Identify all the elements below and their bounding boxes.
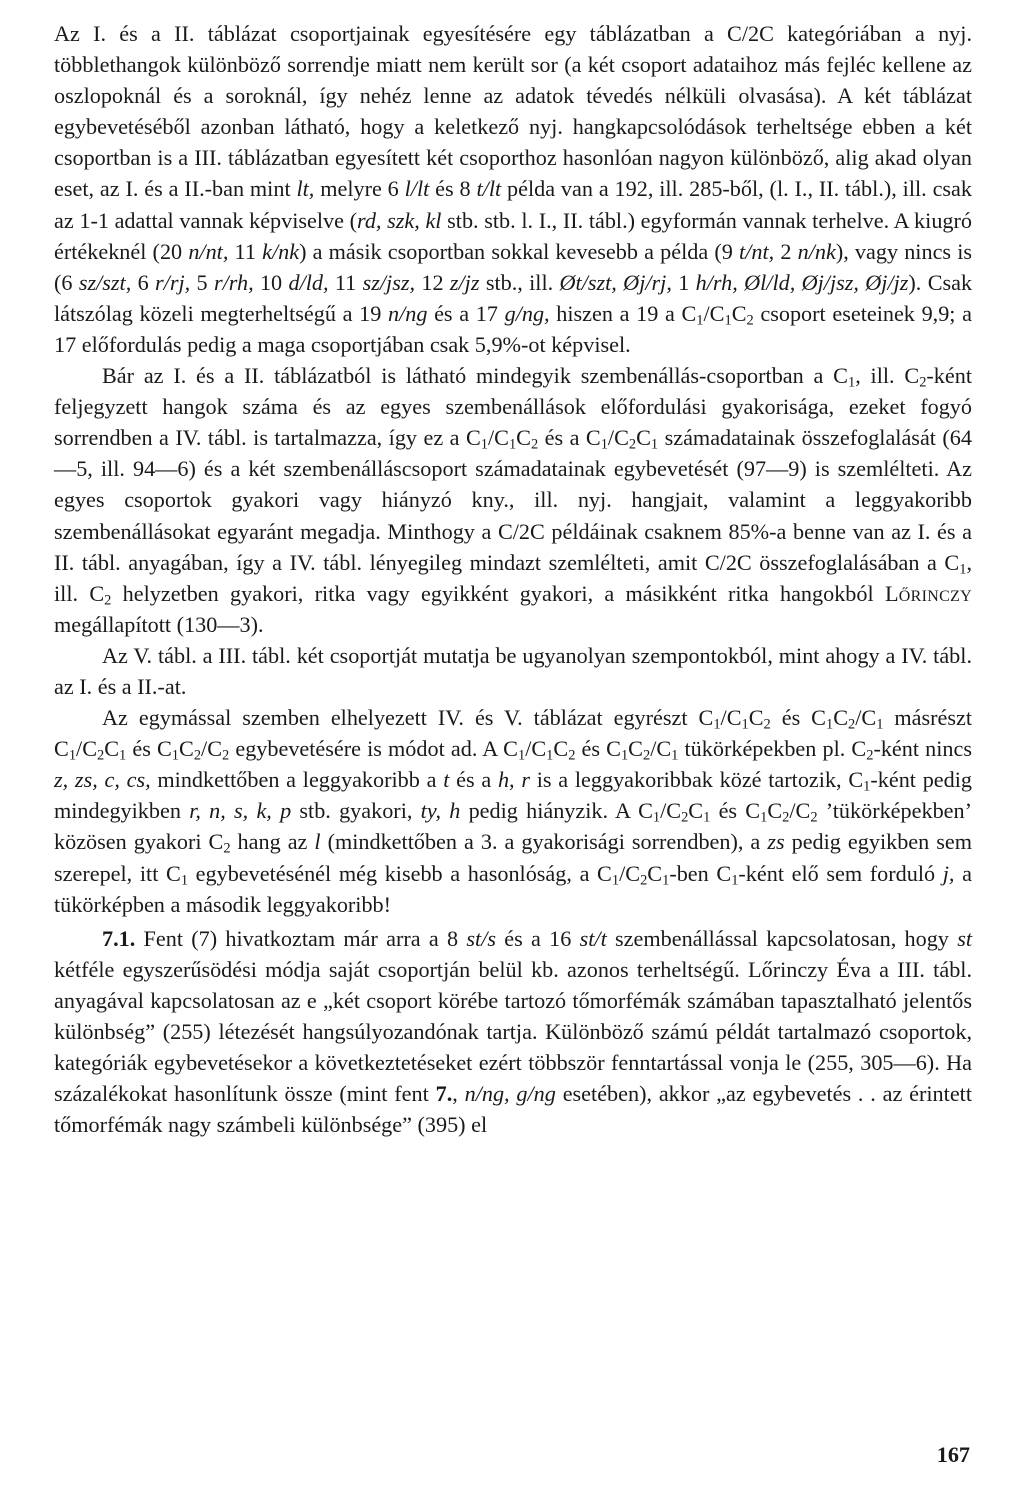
paragraph-1: Az I. és a II. táblázat csoportjainak egyesítésére egy táblázatban a C/2C kategóriában a nyj. többlethangok különböző sorrendje miatt nem került sor (a két csoport adataihoz más fejléc kellene az oszlopoknál és a soroknál, így nehéz lenne az adatok tévedés nélküli olvasása). A két táblázat egybevetéséből azonban látható, hogy a keletkező nyj. hangkapcsolódások terheltsége ebben a két csoportban is a III. táblázatban egyesített két csoporthoz hasonlóan nagyon különböző, alig akad olyan eset, az I. és a II.-ban mint lt, melyre 6 l/lt és 8 t/lt példa van a 192, ill. 285-ből, (l. I., II. tábl.), ill. csak az 1-1 adattal vannak képviselve (rd, szk, kl stb. stb. l. I., II. tábl.) egyformán vannak terhelve. A kiugró értékeknél (20 n/nt, 11 k/nk) a másik csoportban sokkal kevesebb a példa (9 t/nt, 2 n/nk), vagy nincs is (6 sz/szt, 6 r/rj, 5 r/rh, 10 d/ld, 11 sz/jsz, 12 z/jz stb., ill. Øt/szt, Øj/rj, 1 h/rh, Øl/ld, Øj/jsz, Øj/jz). Csak látszólag közeli megterheltségű a 19 n/ng és a 17 g/ng, hiszen a 19 a $C_1/C_1C_2$ csoport eseteinek 9,9; a 17 előfordulás pedig a maga csoportjában csak 5,9%-ot képvisel. — [54, 21, 973, 357]
page-number: 167 — [936, 1442, 970, 1467]
paragraph-3: Az V. tábl. a III. tábl. két csoportját mutatja be ugyanolyan szempontokból, mint ahogy a IV. tábl. az I. és a II.-at. — [54, 642, 972, 699]
document-page — [54, 18, 972, 1140]
paragraph-2: Bár az I. és a II. táblázatból is látható mindegyik szembenállás-csoportban a $C_1$, ill. $C_2$-ként feljegyzett hangok száma és az egyes szembenállások előfordulási gyakorisága, ezeket fogyó sorrendben a IV. tábl. is tartalmazza, így ez a $C_1/C_1C_2$ és a $C_1/C_2C_1$ számadatainak összefoglalását (64—5, ill. 94—6) és a két szembenálláscsoport számadatainak egybevetését (97—9) is szemlélteti. Az egyes csoportok gyakori vagy hiányzó kny., ill. nyj. hangjait, valamint a leggyakoribb szembenállásokat egyaránt megadja. Minthogy a C/2C példáinak csaknem 85%-a benne van az I. és a II. tábl. anyagában, így a IV. tábl. lényegileg mindazt szemlélteti, amit C/2C összefoglalásában a $C_1$, ill. $C_2$ helyzetben gyakori, ritka vagy egyikként gyakori, a másikként ritka hangokból Lőrinczy megállapított (130—3). — [54, 363, 972, 637]
paragraph-5-section-7-1: 7.1. Fent (7) hivatkoztam már arra a 8 st/s és a 16 st/t szembenállással kapcsolatosan, hogy st kétféle egyszerűsödési módja saját csoportján belül kb. azonos terheltségű. Lőrinczy Éva a III. tábl. anyagával kapcsolatosan az e „két csoport körébe tartozó tőmorfémák számában tapasztalható jelentős különbség” (255) létezését hangsúlyozandónak tartja. Különböző számú példát tartalmazó csoportok, kategóriák egybevetésekor a következtetéseket ezért többször fenntartással vonja le (255, 305—6). Ha százalékokat hasonlítunk össze (mint fent 7., n/ng, g/ng esetében), akkor „az egybevetés . . az érintett tőmorfémák nagy számbeli különbsége” (395) el — [54, 925, 972, 1138]
paragraph-4: Az egymással szemben elhelyezett IV. és V. táblázat egyrészt $C_1/C_1C_2$ és $C_1C_2/C_1$ másrészt $C_1/C_2C_1$ és $C_1C_2/C_2$ egybevetésére is módot ad. A $C_1/C_1C_2$ és $C_1C_2/C_1$ tükörképekben pl. $C_2$-ként nincs z, zs, c, cs, mindkettőben a leggyakoribb a t és a h, r is a leggyakoribbak közé tartozik, $C_1$-ként pedig mindegyikben r, n, s, k, p stb. gyakori, ty, h pedig hiányzik. A $C_1/C_2C_1$ és $C_1C_2/C_2$ ’tükörképekben’ közösen gyakori $C_2$ hang az l (mindkettőben a 3. a gyakorisági sorrendben), a zs pedig egyikben sem szerepel, itt $C_1$ egybevetésénél még kisebb a hasonlóság, a $C_1/C_2C_1$-ben $C_1$-ként elő sem forduló j, a tükörképben a második leggyakoribb! — [54, 705, 972, 917]
